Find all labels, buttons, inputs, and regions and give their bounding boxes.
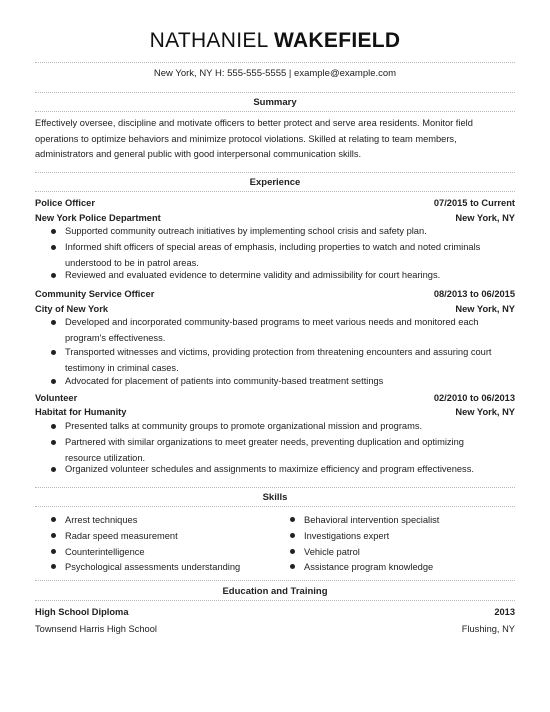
candidate-name	[0, 28, 550, 54]
bullet-text: Organized volunteer schedules and assignments to maximize efficiency and program effectiveness.	[65, 464, 474, 474]
job-bullet	[65, 268, 512, 284]
bullet-text: Presented talks at community groups to promote organizational mission and programs.	[65, 421, 423, 431]
job-bullet	[65, 315, 512, 346]
bullet-icon	[51, 533, 56, 538]
bullet-icon	[51, 517, 56, 522]
bullet-icon	[51, 549, 56, 554]
bullet-text: Informed shift officers of special areas of emphasis, including properties to watch and noted criminals	[65, 242, 481, 252]
divider	[35, 111, 515, 112]
skill-text: Counterintelligence	[65, 547, 145, 557]
skill-text: Arrest techniques	[65, 515, 138, 525]
skill-text: Radar speed measurement	[65, 531, 178, 541]
divider	[35, 600, 515, 601]
skill-item	[304, 530, 389, 542]
job-title: Community Service Officer	[35, 289, 155, 299]
school-location: Flushing, NY	[461, 624, 515, 634]
bullet-icon	[290, 517, 295, 522]
job-bullet	[65, 419, 512, 435]
divider	[35, 172, 515, 173]
bullet-icon	[51, 273, 56, 278]
skill-text: Assistance program knowledge	[304, 562, 434, 572]
bullet-text: Partnered with similar organizations to meet greater needs, preventing duplication and optimizing	[65, 437, 464, 447]
job-title: Police Officer	[35, 198, 95, 208]
summary-line: administrators and general public with good interpersonal communication skills.	[35, 149, 362, 159]
bullet-icon	[51, 379, 56, 384]
experience-heading: Experience	[249, 177, 301, 188]
job-location: New York, NY	[455, 213, 515, 223]
summary-line: Effectively oversee, discipline and motivate officers to better protect and serve area residents. Monitor field	[35, 118, 473, 128]
bullet-icon	[290, 533, 295, 538]
summary-line: operations to optimize behaviors and minimize protocol violations. Skilled at relating to team members,	[35, 133, 457, 144]
job-bullet	[65, 240, 512, 271]
bullet-icon	[51, 564, 56, 569]
bullet-icon	[51, 320, 56, 325]
divider	[35, 487, 515, 488]
bullet-text: Advocated for placement of patients into community-based treatment settings	[65, 376, 384, 386]
bullet-icon	[290, 564, 295, 569]
job-dates: 08/2013 to 06/2015	[433, 289, 515, 299]
bullet-text: testimony in criminal cases.	[65, 362, 179, 373]
graduation-year: 2013	[494, 607, 515, 617]
job-employer: Habitat for Humanity	[35, 407, 127, 417]
skill-item	[65, 530, 178, 542]
degree: High School Diploma	[35, 607, 129, 617]
job-bullet	[65, 345, 512, 376]
job-employer: City of New York	[35, 304, 109, 314]
bullet-icon	[51, 424, 56, 429]
bullet-text: Transported witnesses and victims, providing protection from threatening encounters and assuring court	[65, 347, 492, 357]
bullet-text: Reviewed and evaluated evidence to determine validity and admissibility for court hearings.	[65, 270, 441, 280]
bullet-text: understood to be in patrol areas.	[65, 257, 199, 268]
bullet-icon	[51, 440, 56, 445]
divider	[35, 62, 515, 63]
skill-item	[65, 546, 145, 558]
job-bullet	[65, 374, 512, 390]
job-location: New York, NY	[455, 304, 515, 314]
skill-text: Vehicle patrol	[304, 547, 360, 557]
skill-text: Behavioral intervention specialist	[304, 515, 440, 525]
bullet-text: resource utilization.	[65, 452, 146, 463]
school-name: Townsend Harris High School	[35, 624, 157, 634]
divider	[35, 191, 515, 192]
first-name: NATHANIEL	[149, 29, 268, 52]
bullet-text: Developed and incorporated community-based programs to meet various needs and monitored each	[65, 317, 479, 327]
divider	[35, 506, 515, 507]
bullet-icon	[51, 350, 56, 355]
divider	[35, 580, 515, 581]
job-bullet	[65, 224, 512, 240]
skill-text: Psychological assessments understanding	[65, 562, 241, 572]
bullet-icon	[290, 549, 295, 554]
divider	[35, 92, 515, 93]
skill-item	[304, 546, 360, 558]
summary-heading: Summary	[253, 97, 297, 108]
job-location: New York, NY	[455, 407, 515, 417]
job-dates: 07/2015 to Current	[433, 198, 515, 208]
job-dates: 02/2010 to 06/2013	[433, 393, 515, 403]
skill-item	[65, 561, 240, 573]
job-title: Volunteer	[35, 393, 78, 403]
last-name: WAKEFIELD	[274, 29, 401, 52]
skill-text: Investigations expert	[304, 531, 390, 541]
skill-item	[304, 514, 439, 526]
bullet-icon	[51, 467, 56, 472]
job-employer: New York Police Department	[35, 213, 161, 223]
skill-item	[304, 561, 433, 573]
skill-item	[65, 514, 137, 526]
bullet-icon	[51, 245, 56, 250]
bullet-icon	[51, 229, 56, 234]
job-bullet	[65, 462, 512, 478]
summary-text	[35, 116, 520, 163]
skills-heading: Skills	[262, 492, 288, 503]
bullet-text: Supported community outreach initiatives by implementing school crisis and safety plan.	[65, 226, 427, 236]
contact-info: New York, NY H: 555-555-5555 | example@example.com	[153, 68, 397, 79]
bullet-text: program's effectiveness.	[65, 332, 166, 343]
education-heading: Education and Training	[222, 586, 328, 597]
